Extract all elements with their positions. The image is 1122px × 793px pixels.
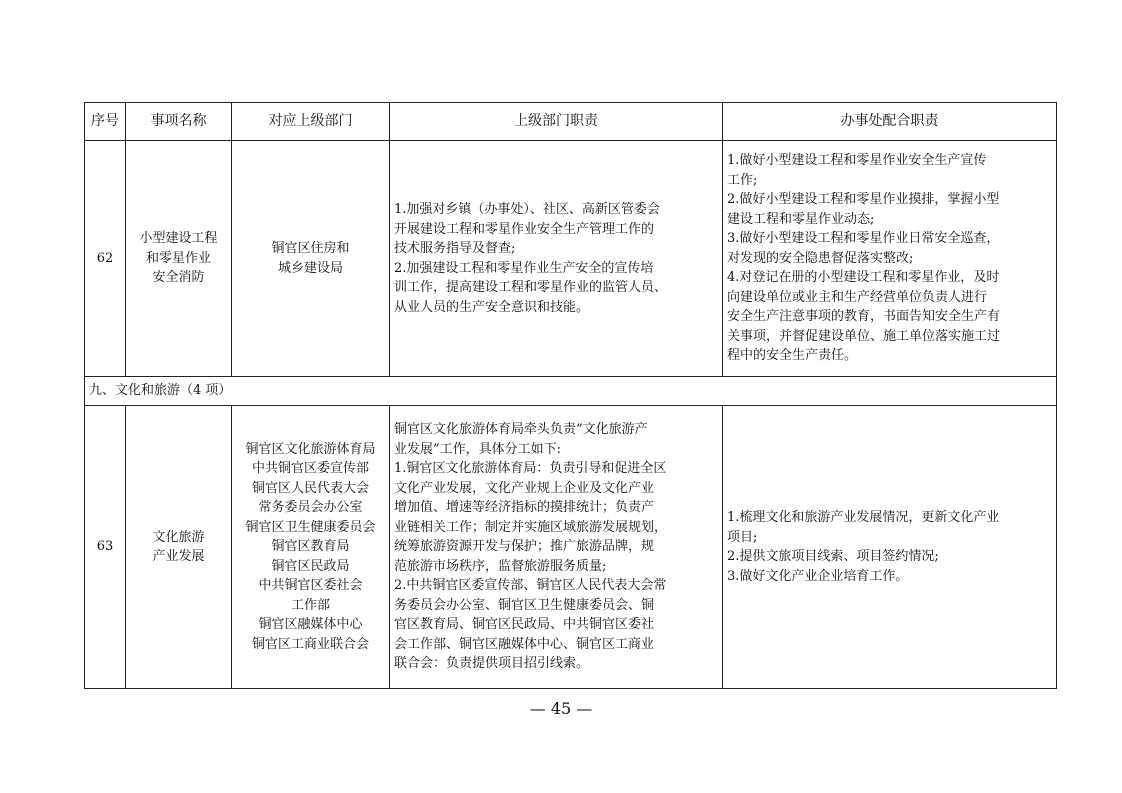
text-line: 中共铜官区委宣传部 (251, 461, 369, 477)
header-row (85, 103, 1057, 141)
row-dept (232, 141, 390, 377)
text-line: 向建设单位或业主和生产经营单位负责人进行 (727, 289, 988, 305)
text-line: 程中的安全生产责任。 (727, 348, 858, 364)
table-row (85, 406, 1057, 689)
row-item-name (126, 406, 232, 689)
text-line: 产业发展 (152, 549, 205, 564)
row-duty (390, 141, 723, 377)
text-line: 3.做好文化产业企业培育工作。 (727, 568, 909, 584)
text-line: 1.梳理文化和旅游产业发展情况，更新文化产业 (727, 510, 1000, 525)
section-title: 九、文化和旅游（4 项） (85, 377, 1057, 406)
text-line: 1.做好小型建设工程和零星作业安全生产宣传 (727, 153, 987, 169)
row-item-name (126, 141, 232, 377)
section-row (85, 377, 1057, 406)
text-line: 铜官区文化旅游体育局 (245, 441, 376, 457)
text-line: 城乡建设局 (277, 260, 343, 276)
text-line: 训工作，提高建设工程和零星作业的监管人员、 (394, 280, 668, 295)
text-line: 2.提供文旅项目线索、项目签约情况; (727, 549, 939, 564)
text-line: 文化旅游 (152, 529, 205, 545)
text-line: 联合会：负责提供项目招引线索。 (394, 656, 590, 672)
header-coop: 办事处配合职责 (723, 103, 1057, 141)
text-line: 铜官区文化旅游体育局牵头负责“文化旅游产 (394, 422, 648, 438)
text-line: 务委员会办公室、铜官区卫生健康委员会、铜 (394, 597, 655, 613)
text-line: 增加值、增速等经济指标的摸排统计；负责产 (394, 500, 655, 516)
row-no: 63 (85, 406, 126, 689)
text-line: 安全生产注意事项的教育，书面告知安全生产有 (727, 309, 1001, 325)
text-line: 开展建设工程和零星作业安全生产管理工作的 (394, 221, 655, 237)
text-line: 对发现的安全隐患督促落实整改; (727, 250, 914, 266)
text-line: 铜官区住房和 (271, 241, 350, 256)
text-line: 文化产业发展，文化产业规上企业及文化产业 (394, 480, 655, 496)
text-line: 安全消防 (152, 270, 205, 286)
text-line: 和零星作业 (145, 250, 211, 266)
text-line: 铜官区融媒体中心 (258, 617, 363, 633)
text-line: 1.铜官区文化旅游体育局：负责引导和促进全区 (394, 461, 667, 477)
text-line: 会工作部、铜官区融媒体中心、铜官区工商业 (394, 636, 655, 652)
duty-table (84, 102, 1057, 689)
text-line: 关事项，并督促建设单位、施工单位落实施工过 (727, 328, 1001, 344)
text-line: 工作; (727, 172, 758, 188)
text-line: 官区教育局、铜官区民政局、中共铜官区委社 (394, 617, 655, 633)
text-line: 从业人员的生产安全意识和技能。 (394, 299, 590, 315)
row-dept (232, 406, 390, 689)
text-line: 统筹旅游资源开发与保护；推广旅游品牌，规 (394, 539, 655, 555)
text-line: 铜官区教育局 (271, 539, 350, 555)
text-line: 技术服务指导及督查; (394, 241, 516, 256)
text-line: 建设工程和零星作业动态; (727, 211, 875, 227)
text-line: 项目; (727, 529, 758, 545)
row-coop (723, 141, 1057, 377)
text-line: 常务委员会办公室 (258, 500, 363, 516)
header-duty: 上级部门职责 (390, 103, 723, 141)
text-line: 业发展”工作，具体分工如下: (394, 441, 562, 457)
text-line: 2.加强建设工程和零星作业生产安全的宣传培 (394, 260, 654, 276)
row-no: 62 (85, 141, 126, 377)
header-no: 序号 (85, 103, 126, 141)
text-line: 铜官区人民代表大会 (251, 480, 369, 496)
row-coop (723, 406, 1057, 689)
row-duty (390, 406, 723, 689)
header-dept: 对应上级部门 (232, 103, 390, 141)
page-number: — 45 — (529, 699, 593, 718)
text-line: 小型建设工程 (139, 231, 218, 247)
text-line: 铜官区卫生健康委员会 (245, 519, 376, 535)
table-row (85, 141, 1057, 377)
text-line: 中共铜官区委社会 (258, 578, 363, 594)
text-line: 2.中共铜官区委宣传部、铜官区人民代表大会常 (394, 578, 667, 594)
text-line: 4.对登记在册的小型建设工程和零星作业，及时 (727, 270, 1000, 286)
text-line: 2.做好小型建设工程和零星作业摸排，掌握小型 (727, 192, 1000, 208)
header-item-name: 事项名称 (126, 103, 232, 141)
text-line: 工作部 (290, 597, 330, 613)
text-line: 1.加强对乡镇（办事处）、社区、高新区管委会 (394, 202, 660, 217)
text-line: 3.做好小型建设工程和零星作业日常安全巡查， (727, 231, 1000, 247)
text-line: 铜官区工商业联合会 (251, 636, 369, 652)
text-line: 铜官区民政局 (271, 558, 350, 574)
text-line: 范旅游市场秩序，监督旅游服务质量; (394, 558, 607, 574)
text-line: 业链相关工作；制定并实施区域旅游发展规划， (394, 519, 668, 535)
